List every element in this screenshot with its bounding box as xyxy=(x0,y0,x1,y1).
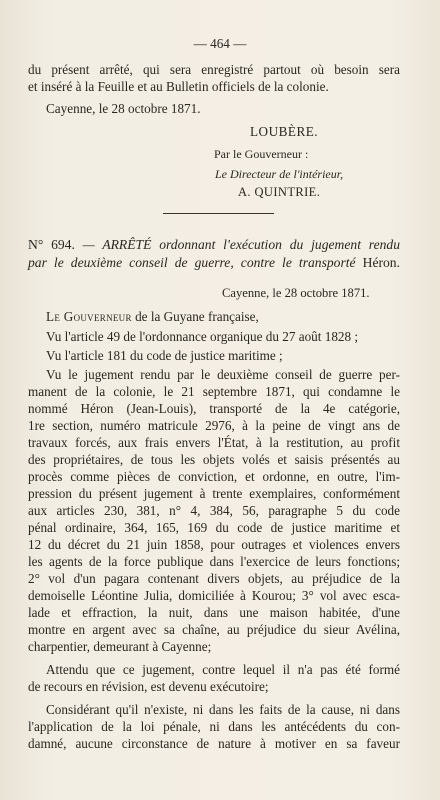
body-line-10: pénal ordinaire, 364, 165, 169 du code de justice maritime et xyxy=(28,520,400,535)
intro-line-2: et inséré à la Feuille et au Bulletin officiels de la colonie. xyxy=(28,79,329,94)
par-le-gouverneur: Par le Gouverneur : xyxy=(214,147,309,161)
body-line-5: travaux forcés, aux frais envers l'État, à la restitution, au profit xyxy=(28,435,400,450)
act-title-text: par le deuxième conseil de guerre, contre le transporté xyxy=(28,255,363,270)
body-line-11: 12 du décret du 21 juin 1858, pour outrages et violences envers xyxy=(28,537,400,552)
authority-title: Le Gouverneur xyxy=(46,309,132,324)
vu-article-181: Vu l'article 181 du code de justice maritime ; xyxy=(46,348,283,363)
body-line-7: procès comme pièces de conviction, et ordonne, en outre, l'im- xyxy=(28,469,400,484)
authority-line xyxy=(46,309,440,325)
page-number: — 464 — xyxy=(193,36,247,51)
act-place-date: Cayenne, le 28 octobre 1871. xyxy=(222,286,370,300)
body-line-14: demoiselle Léontine Julia, domiciliée à Kourou; 3° vol avec esca- xyxy=(28,588,400,603)
body-line-3: nommé Héron (Jean-Louis), transporté de la 4e catégorie, xyxy=(28,401,400,416)
body-line-17: charpentier, demeurant à Cayenne; xyxy=(28,639,212,654)
body-line-8: pression du présent jugement à trente exemplaires, conformément xyxy=(28,486,400,501)
intro-place-date: Cayenne, le 28 octobre 1871. xyxy=(46,101,201,116)
act-title-line-2 xyxy=(28,255,400,271)
body-line-4: 1re section, numéro matricule 2976, à la peine de vingt ans de xyxy=(28,418,400,433)
body-line-15: lade et effraction, la nuit, dans une maison habitée, d'une xyxy=(28,605,400,620)
body-line-9: aux articles 230, 381, n° 4, 384, 56, paragraphe 5 du code xyxy=(28,503,400,518)
considerant-line-2: l'application de la loi pénale, ni dans les antécédents du con- xyxy=(28,719,400,734)
vu-article-49: Vu l'article 49 de l'ordonnance organique du 27 août 1828 ; xyxy=(46,329,359,344)
act-title-line-1 xyxy=(28,237,400,253)
directeur-title: Le Directeur de l'intérieur, xyxy=(215,167,344,181)
act-number: N° 694. xyxy=(28,237,75,252)
signature-directeur: A. QUINTRIE. xyxy=(238,185,321,199)
act-title-prefix: — ARRÊTÉ ordonnant l'exécution du jugement rendu xyxy=(74,237,400,252)
signature-governor: LOUBÈRE. xyxy=(250,124,319,139)
body-line-16: montre en argent avec sa chaîne, au préjudice du sieur Avélina, xyxy=(28,622,400,637)
section-divider xyxy=(163,213,274,214)
body-line-2: manent de la colonie, le 21 septembre 1871, qui condamne le xyxy=(28,384,400,399)
body-line-13: 2° vol d'un pagara contenant divers objets, au préjudice de la xyxy=(28,571,400,586)
body-line-12: les agents de la force publique dans l'exercice de leurs fonctions; xyxy=(28,554,400,569)
considerant-line-3: damné, aucune circonstance de nature à motiver en sa faveur xyxy=(28,736,400,751)
attendu-line-2: de recours en révision, est devenu exécutoire; xyxy=(28,679,269,694)
body-line-6: des propriétaires, de tous les objets volés et saisis présentés au xyxy=(28,452,400,467)
act-title-name: Héron. xyxy=(362,255,400,270)
attendu-line-1: Attendu que ce jugement, contre lequel il n'a pas été formé xyxy=(46,662,400,677)
authority-rest: de la Guyane française, xyxy=(131,309,259,324)
intro-line-1: du présent arrêté, qui sera enregistré partout où besoin sera xyxy=(28,62,400,77)
body-line-1: Vu le jugement rendu par le deuxième conseil de guerre per- xyxy=(46,367,400,382)
considerant-line-1: Considérant qu'il n'existe, ni dans les faits de la cause, ni dans xyxy=(46,702,400,717)
